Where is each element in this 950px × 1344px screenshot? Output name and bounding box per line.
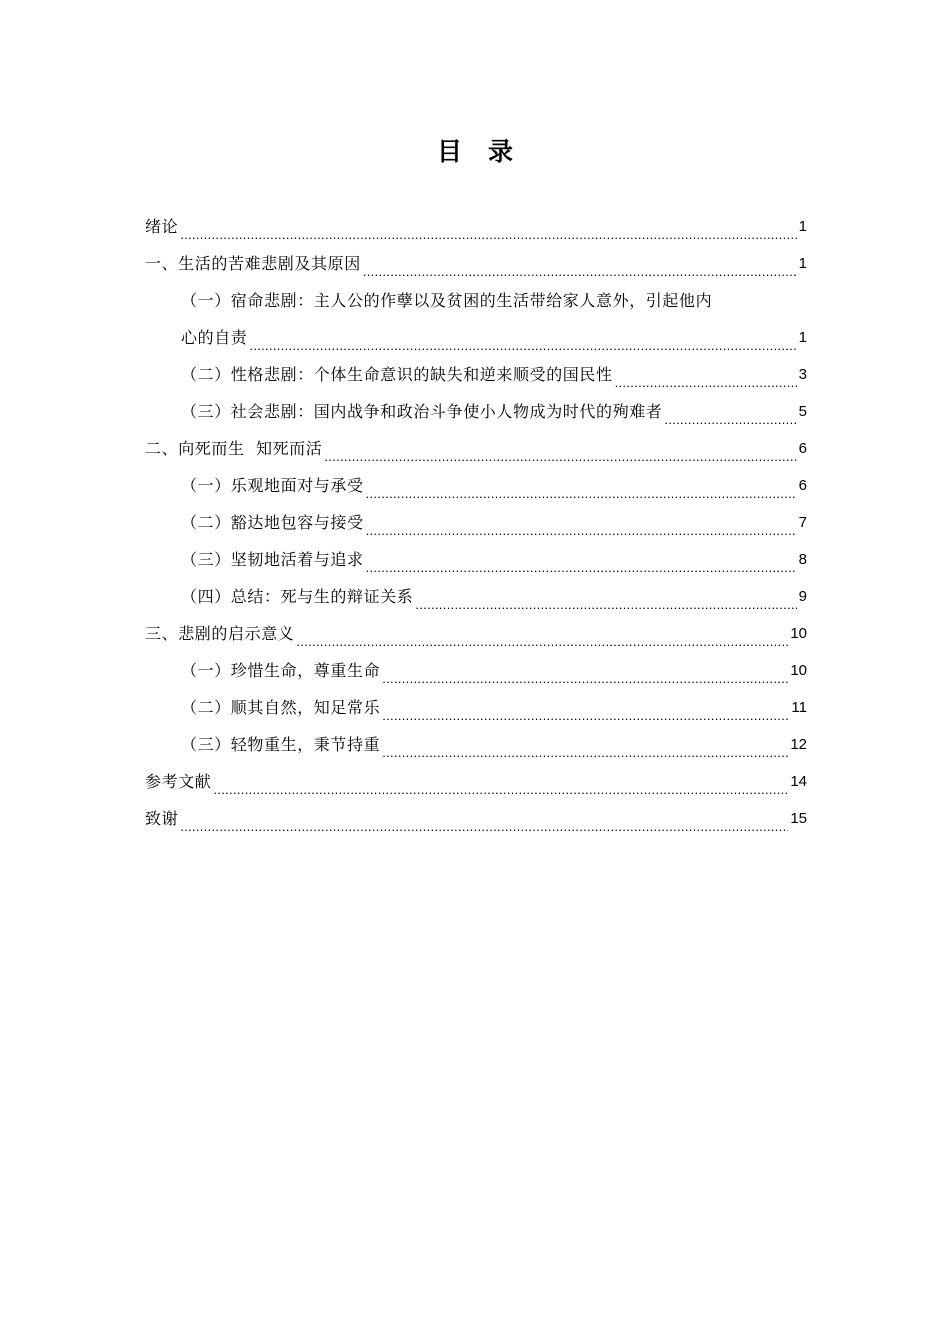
toc-entry-chapter-1[interactable] [145, 245, 807, 282]
toc-entry-chapter-3[interactable] [145, 615, 807, 652]
toc-entry-references[interactable] [145, 763, 807, 800]
toc-entry-text: 二、向死而生 知死而活 [145, 439, 323, 458]
toc-entry-text-line-2: 心的自责 [181, 328, 248, 347]
toc-page-number: 9 [798, 588, 807, 605]
dot-leader [382, 726, 788, 763]
toc-entry-text: 参考文献 [145, 772, 212, 791]
toc-entry-text: 一、生活的苦难悲剧及其原因 [145, 254, 361, 273]
page-title [0, 132, 950, 168]
toc-entry-introduction[interactable] [145, 208, 807, 245]
toc-page-number: 7 [798, 514, 807, 531]
dot-leader [382, 689, 789, 726]
dot-leader [415, 578, 796, 615]
dot-leader [615, 356, 797, 393]
toc-page-number: 5 [798, 403, 807, 420]
toc-page-number: 6 [798, 440, 807, 457]
dot-leader [366, 541, 797, 578]
dot-leader [382, 652, 788, 689]
dot-leader [180, 208, 796, 245]
toc-entry-chapter-2-section-2[interactable] [145, 504, 807, 541]
toc-entry-chapter-1-section-3[interactable] [145, 393, 807, 430]
toc-entry-text: （一）乐观地面对与承受 [181, 476, 364, 495]
toc-entry-chapter-1-section-1[interactable] [145, 282, 807, 356]
dot-leader [366, 504, 797, 541]
toc-page-number: 1 [798, 218, 807, 235]
toc-entry-chapter-3-section-1[interactable] [145, 652, 807, 689]
dot-leader [296, 615, 788, 652]
toc-page-number: 11 [791, 699, 807, 716]
dot-leader [324, 430, 796, 467]
table-of-contents [145, 208, 807, 837]
toc-entry-acknowledgements[interactable] [145, 800, 807, 837]
toc-entry-text: 致谢 [145, 809, 179, 828]
dot-leader [249, 319, 796, 356]
toc-entry-text: （三）轻物重生，秉节持重 [181, 735, 381, 754]
dot-leader [366, 467, 797, 504]
toc-entry-chapter-2-section-4[interactable] [145, 578, 807, 615]
toc-entry-chapter-3-section-3[interactable] [145, 726, 807, 763]
toc-entry-chapter-1-section-2[interactable] [145, 356, 807, 393]
toc-page-number: 15 [790, 810, 807, 827]
dot-leader [664, 393, 796, 430]
toc-page-number: 8 [798, 551, 807, 568]
toc-page-number: 1 [798, 255, 807, 272]
toc-page-number: 10 [790, 662, 807, 679]
toc-entry-text: （三）社会悲剧：国内战争和政治斗争使小人物成为时代的殉难者 [181, 402, 663, 421]
toc-entry-chapter-3-section-2[interactable] [145, 689, 807, 726]
toc-entry-text-line-1: （一）宿命悲剧：主人公的作孽以及贫困的生活带给家人意外，引起他内 [181, 291, 713, 310]
toc-page-number: 6 [798, 477, 807, 494]
toc-entry-text: （二）豁达地包容与接受 [181, 513, 364, 532]
toc-page-number: 12 [790, 736, 807, 753]
title-part-2: 录 [488, 137, 514, 166]
dot-leader [180, 800, 788, 837]
toc-page-number: 10 [790, 625, 807, 642]
toc-page-number: 14 [790, 773, 807, 790]
title-part-1: 目 [436, 137, 462, 166]
toc-page-number: 3 [798, 366, 807, 383]
toc-entry-chapter-2-section-1[interactable] [145, 467, 807, 504]
dot-leader [363, 245, 797, 282]
toc-entry-text: 绪论 [145, 217, 179, 236]
toc-entry-chapter-2[interactable] [145, 430, 807, 467]
toc-entry-chapter-2-section-3[interactable] [145, 541, 807, 578]
toc-entry-text: （三）坚韧地活着与追求 [181, 550, 364, 569]
dot-leader [213, 763, 788, 800]
toc-entry-text: （二）顺其自然，知足常乐 [181, 698, 381, 717]
toc-entry-text: （一）珍惜生命，尊重生命 [181, 661, 381, 680]
toc-entry-text: 三、悲剧的启示意义 [145, 624, 295, 643]
toc-entry-text: （四）总结：死与生的辩证关系 [181, 587, 414, 606]
toc-entry-text: （二）性格悲剧：个体生命意识的缺失和逆来顺受的国民性 [181, 365, 613, 384]
toc-page-number: 1 [798, 329, 807, 346]
